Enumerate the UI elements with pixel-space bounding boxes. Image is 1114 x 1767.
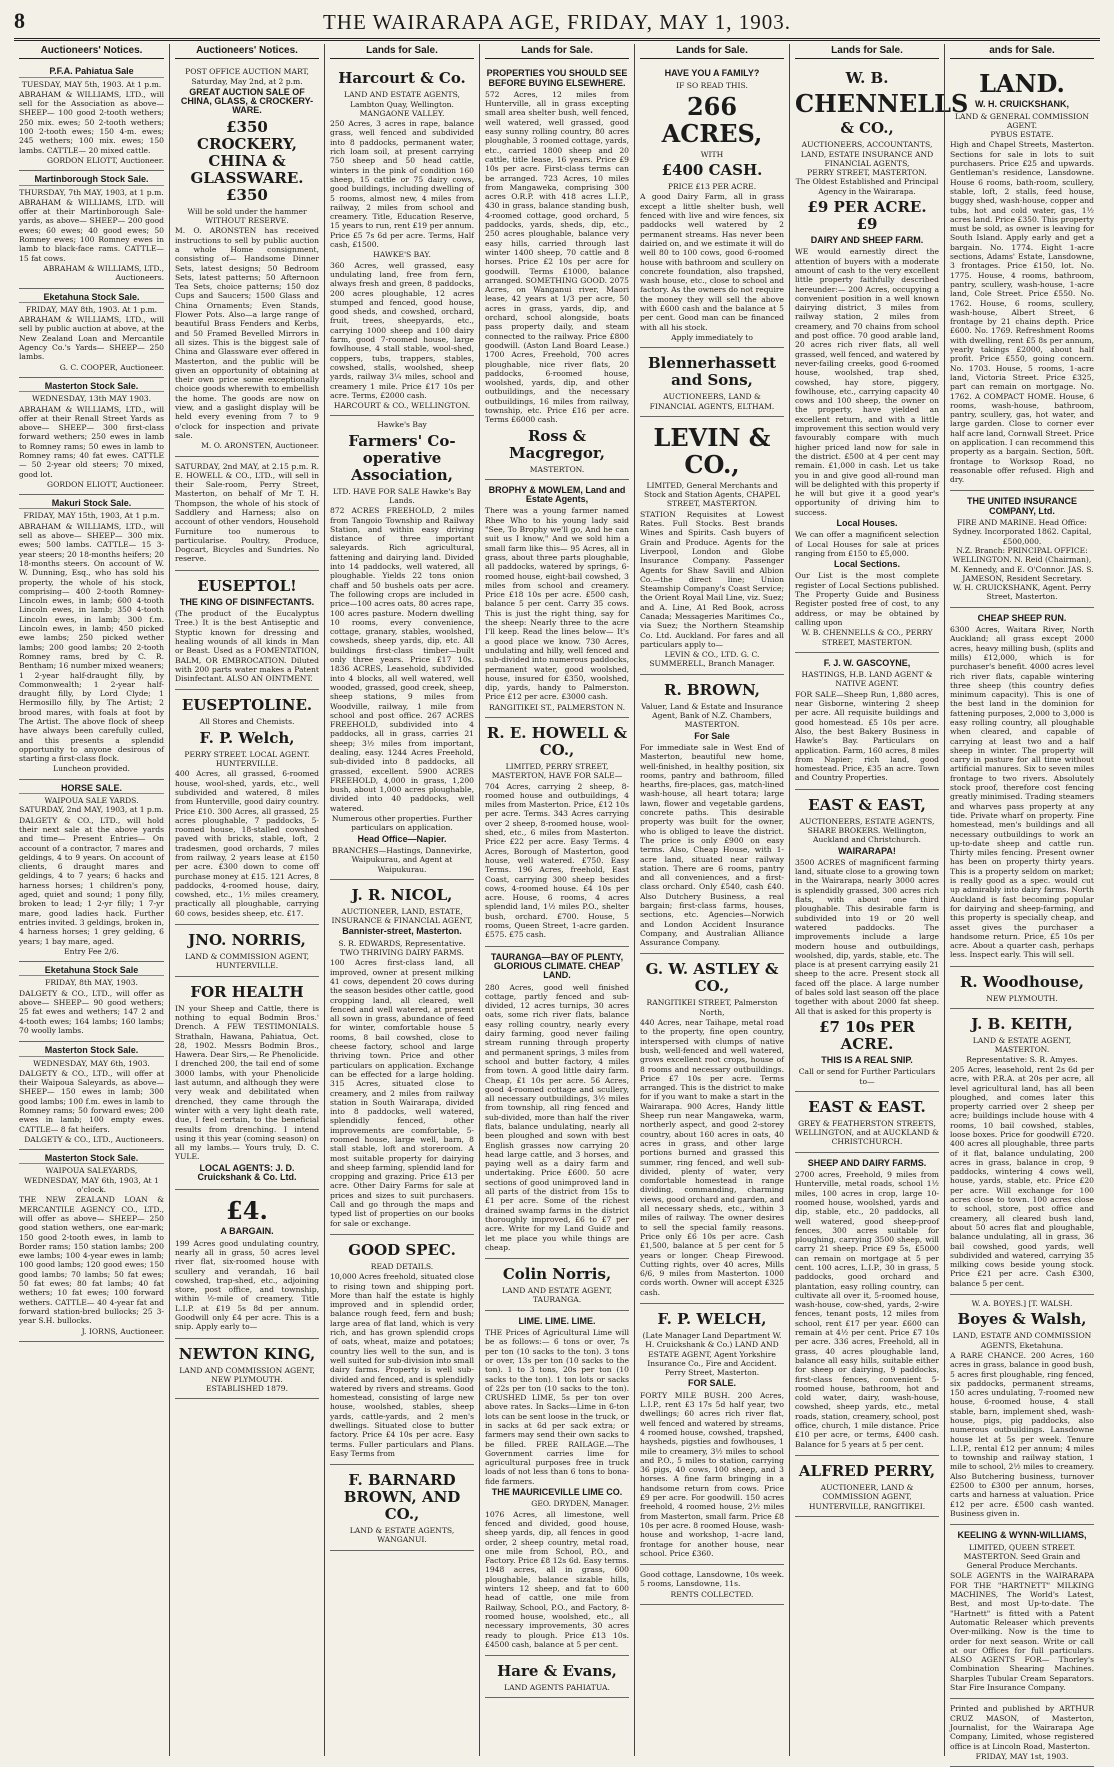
ad-note: Numerous other properties. Further particulars on application. xyxy=(331,814,473,833)
ad-region: HAWKE'S BAY. xyxy=(373,250,431,260)
ad-title: LAND. xyxy=(979,69,1065,99)
notice-heading: Masterton Stock Sale. xyxy=(19,382,164,392)
column-7 xyxy=(944,44,1099,1761)
notice-heading: Martinborough Stock Sale. xyxy=(19,175,164,185)
ad-subtitle: LAND AND COMMISSION AGENT, NEW PLYMOUTH. xyxy=(179,1365,315,1384)
ad-lime xyxy=(485,1311,629,1656)
notice-martinborough-sale xyxy=(19,171,164,288)
notice-signature: GORDON ELIOTT, Auctioneer. xyxy=(47,155,164,165)
notice-heading: Masterton Stock Sale. xyxy=(19,1046,164,1056)
ad-representative: Representative: S. R. Amyes. xyxy=(966,1054,1078,1064)
ad-body: Our List is the most complete register of Local Sections published. The Property Guide and Business Register posted free of cost, to any address, or may be obtained by calling upon xyxy=(795,571,939,627)
ad-title: LEVIN & CO., xyxy=(653,422,771,479)
ad-address: PERRY STREET, MASTERTON. xyxy=(807,168,927,178)
notice-heading: Eketahuna Stock Sale xyxy=(19,966,164,976)
notice-horse-sale xyxy=(19,780,164,962)
ad-body: 100 Acres first-class land, all improved, owner at present milking 41 cows, dependent 20 cows during the season besides other cattle, good cropping land, all cleared, well fenced and well watered, at present all sown in grass, abundance of feed for winter, comfortable house 5 rooms, 8 bail cowshed, close to cheese factory, school and large thriving town. Price and other particulars on application. Exchange can be effected for a large holding. 315 Acres, situated close to creamery, and 2 miles from railway station in South Wairarapa, divided into 8 paddocks, well watered, splendidly fenced, other improvements are comfortable, 5-roomed house, large well, barn, 8 stall stable, loft and storeroom. A most suitable property for dairying and sheep farming, splendid land for cropping and grazing. Price £13 per acre. Other Dairy Farms for sale at prices and sizes to suit purchasers. Call and go through the maps and typed list of properties on our books for sale or exchange. xyxy=(330,958,474,1228)
ad-title: EUSEPTOLINE. xyxy=(181,696,313,715)
ad-subtitle: FIRE AND MARINE. Head Office: Sydney. Incorporated 1862. Capital, £500,000. xyxy=(952,518,1092,546)
notice-date: THURSDAY, 7th MAY, 1903, at 1 p.m. xyxy=(19,187,164,197)
ad-title: TAURANGA—BAY OF PLENTY, GLORIOUS CLIMATE. CHEAP LAND. xyxy=(490,951,624,981)
ad-company: THE MAURICEVILLE LIME CO. xyxy=(491,1487,623,1498)
ad-body: FOR SALE—Sheep Run, 1,880 acres, near Gisborne, wintering 2 sheep per acre. All requisite buildings and good homestead. £5 10s per acre. Also, the best Bakery Business in Hawke's Bay. Particulars on application. Farm, 160 acres, 8 miles from Napier; rich land, good homestead. Price, £35 an acre. Town and Country Properties. xyxy=(795,689,939,783)
ad-branches: BRANCHES—Hastings, Dannevirke, Waipukurau, and Agent at Waipukurau. xyxy=(332,845,472,874)
ad-subtitle: LAND AND ESTATE AGENT, TAURANGA. xyxy=(502,1286,612,1305)
notice-makuri-sale xyxy=(19,495,164,780)
ad-title: CHEAP SHEEP RUN. xyxy=(977,612,1067,623)
ad-good-spec xyxy=(330,1235,474,1465)
ad-for-sale: FOR SALE. xyxy=(687,1378,736,1389)
ad-harcourt xyxy=(330,63,474,416)
ad-jno-norris xyxy=(175,925,319,977)
column-heading: Auctioneers' Notices. xyxy=(175,44,319,59)
page-number: 8 xyxy=(14,8,25,33)
ad-body: 3500 ACRES of magnificent farming land, situate close to a growing town in the Wairarapa, nearly 3000 acres is splendidly grassed, 300 acres rich flats, with about one third ploughable. This desirable farm is subdivided into 19 or 20 well watered paddocks. The improvements include a large modern house and outbuildings, woolshed, dip, yards, stable, etc. The place is at present carrying easily 21 sheep to the acre. Present stock all faced off the place. A large number of bales sold last season off the place together with about 2000 fat sheep. All that is asked for this property is xyxy=(795,857,939,1016)
ad-title: NEWTON KING, xyxy=(178,1344,316,1363)
ad-subtitle: AUCTIONEERS, ESTATE AGENTS, SHARE BROKERS. Wellington, Auckland and Christchurch. xyxy=(799,816,935,845)
ad-title: ALFRED PERRY, xyxy=(798,1461,936,1480)
ad-title: GOOD SPEC. xyxy=(348,1240,456,1259)
ad-title: R. E. HOWELL & CO., xyxy=(486,724,628,759)
ad-title: PROPERTIES YOU SHOULD SEE BEFORE BUYING ELSEWHERE. xyxy=(486,68,628,88)
ad-estate: PYBUS ESTATE. xyxy=(990,130,1054,140)
ad-body: A good Dairy Farm, all in grass except a little shelter bush, well fenced with live and wire fences, six paddocks well watered by 2 permanent streams. Has never been dairied on, and we estimate it will do well 80 to 100 cows, good 6-roomed house with bathroom and scullery on concrete foundation, also trapshed, wash house, etc., close to school and factory. As the owners do not require the money they will sell the above with £600 cash and the balance at 5 per cent. Good man can be financed with all his stock. xyxy=(640,192,784,332)
notice-signature: DALGETY & CO., LTD., Auctioneers. xyxy=(24,1134,164,1144)
ad-title: G. W. ASTLEY & CO., xyxy=(645,960,779,996)
column-1 xyxy=(14,44,169,1756)
column-6 xyxy=(789,44,969,1756)
ad-body: 250 Acres, 3 acres in rape, balance grass, well fenced and subdivided into 8 paddocks, permanent water, rich loam soil, at present carrying 750 sheep and 50 head cattle, winters in the pink of condition 160 sheep, 15 cattle or 75 dairy cows, good buildings, including dwelling of 5 rooms, almost new, 4 miles from railway, 2 miles from school and creamery. Title, Education Reserve, 15 years to run, rent £19 per annum. Price £5 7s 6d per acre. Terms, Half cash, £1500. xyxy=(330,119,474,250)
ad-sheep-dairy-farms xyxy=(795,1153,939,1456)
ad-subtitle: Valuer, Land & Estate and Insurance Agent, Bank of N.Z. Chambers, MASTERTON. xyxy=(641,701,783,730)
ad-rents xyxy=(640,1565,784,1605)
ad-barnard-brown xyxy=(330,1465,474,1551)
ad-subtitle: AUCTIONEERS, LAND & FINANCIAL AGENTS, ELTHAM. xyxy=(649,392,775,411)
ad-subtitle: LAND & COMMISSION AGENT, HUNTERVILLE. xyxy=(184,952,310,971)
column-heading: Lands for Sale. xyxy=(795,44,939,59)
ad-region: TWO THRIVING DAIRY FARMS. xyxy=(340,948,464,958)
ad-subtitle: LIMITED, PERRY STREET, MASTERTON, HAVE FOR SALE— xyxy=(491,762,623,781)
masthead xyxy=(14,8,1100,41)
ad-signature: LOCAL AGENTS: J. D. Cruickshank & Co. Ltd. xyxy=(197,1162,297,1183)
ad-title: JNO. NORRIS, xyxy=(188,931,306,950)
ad-body: SOLE AGENTS in the WAIRARAPA FOR THE "HARTNETT" MILKING MACHINES, The World's Latest, Best, and most Up-to-date. The "Hartnett" is fitted with a Patent Automatic Releaser which prevents Over-milking. Now is the time to order for next season. Write or call at our Offices for full particulars. ALSO AGENTS FOR— Thorley's Combination Shearing Machines. Sharples Tubular Cream Separators. Star Fire Insurance Company. xyxy=(950,1571,1094,1693)
notice-heading: Masterton Stock Sale. xyxy=(19,1154,164,1164)
ad-title: R. Woodhouse, xyxy=(959,972,1085,991)
ad-cheap-sheep-run xyxy=(950,608,1094,967)
ad-subtitle: HASTINGS, H.B. LAND AGENT & NATIVE AGENT. xyxy=(801,670,933,689)
column-heading: Lands for Sale. xyxy=(640,44,784,59)
ad-rents-collected: RENTS COLLECTED. xyxy=(670,1589,754,1599)
ad-title: Colin Norris, xyxy=(502,1265,612,1284)
notice-date: WEDNESDAY, 13th MAY 1903. xyxy=(31,394,152,404)
ad-title: EAST & EAST, xyxy=(808,795,926,814)
notice-date: SATURDAY, 2nd MAY, 1903, at 1 p.m. xyxy=(19,805,164,815)
ad-subtitle: LIMITED, General Merchants and Stock and Station Agents, CHAPEL STREET, MASTERTON. xyxy=(643,480,781,509)
ad-body: 1076 Acres, all limestone, well fenced and divided, good house, sheep yards, dip, all fences in good order, 2 sheep country, metal road, one mile from School, P.O., and Factory. Price £8 12s 6d. Easy terms. 1948 acres, all in grass, 600 ploughable, balance sizable hills, winters 12 sheep, and fat to 600 head of cattle, one mile from Railway, School, P.O., and Factory, 8-roomed house, woolshed, etc., all necessary improvements, 30 acres ready to plough. Price £13 10s. £4500 cash, balance at 5 per cent. xyxy=(485,1509,629,1649)
notice-date: FRIDAY, 8th MAY, 1903. xyxy=(45,978,138,988)
ad-title: POST OFFICE AUCTION MART, Saturday, May 2nd, at 2 p.m. xyxy=(185,67,309,86)
ad-title: Hare & Evans, xyxy=(497,1662,617,1681)
ad-subtitle: LAND, ESTATE AND COMMISSION AGENTS, Eketahuna. xyxy=(952,1331,1092,1350)
ad-body: High and Chapel Streets, Masterton. Sections for sale in lots to suit purchasers. Price £25 and upwards. Gentleman's residence, Lansdowne. House 6 rooms, bath-room, scullery, stable, loft, 2 stalls, feed house, buggy shed, wash-house, copper and tubs, hot and cold water, gas, 1½ acres land. Price £350. This property must be sold, as owner is leaving for South Island. Apply early and get a bargain. No. 1774. Eight 1-acre sections, Adams' Estate, Lansdowne, 3 frontages. Price £150, lot. No. 1775. House, 4 rooms, bathroom, pantry, scullery, wash-house, 1-acre land, Cole Street. Price £550. No. 1762. House, 6 rooms, scullery, wash-house, Albert Street, 6 frontage by 21 chains depth. Price £600. No. 1769. Refreshment Rooms with dwelling, rent £5 8s per annum, yearly takings £2000, about half profit. Price £550, going concern. No. 1703. House, 5 rooms, 1-acre land, Victoria Street. Price £325, part can remain on mortgage. No. 1762. A COMPACT HOME. House, 6 rooms, wash-house, bathroom, pantry, scullery, gas, hot water, and large garden. Close to corner ever half acre land, Cornwall Street. Price on application. I can recommend this property as a bargain. Section, 50ft. frontage to Worksop Road, no reasonable offer refused. High and dry. xyxy=(950,140,1094,485)
ad-office: Head Office—Napier. xyxy=(357,833,447,844)
ad-body: 6300 Acres, Waitara River, North Auckland; all grass except 2000 acres, heavy milling bush, (splits and mills) £12,000, which is for purchaser's benefit. 4000 acres level rich river flats, capable wintering three sheep (this country defies minimum capacity). This is one of the best land in the dominion for fattening purposes, 2,000 to 3,000 is easy rolling country, all ploughable when cleared, and capable of carrying at least two and a half sheep in winter. The property will carry in pasture for all time without artificial manures. Six to seven miles frontage to two rivers. Absolutely stock proof, therefore cost fencing greatly minimised. Trading steamers and wharves pass property at any tide. Private wharf on property. Fine homestead, men's buildings and all necessary outbuildings to work an up-to-date sheep and cattle run. Thirty miles fencing. Present owner has been on property thirty years. This is a property seldom on market; is really good as a spec. would cut up admirably into dairy farms. North Auckland is fast becoming popular for dairying and sheep-farming, and this property is specially cheap, and asset gives the purchaser a handsome return. Price, £5 10s per acre. About a quarter cash, perhaps less. Inspect early. This will sell. xyxy=(950,625,1094,960)
ad-signature: LEVIN & CO., LTD. G. C. SUMMERELL, Branch Manager. xyxy=(649,650,775,669)
notice-date: FRIDAY, MAY 8th, 1903. At 1 p.m. xyxy=(25,304,158,314)
column-heading: ands for Sale. xyxy=(950,44,1094,59)
ad-body: There was a young farmer named Rhee Who to his young lady said "See, To Brophy we'll go, And he can suit us I know," And we sold him a small farm like this— 95 Acres, all in grass, about three parts ploughable, all paddocks, watered by springs, 6-roomed house, eight-bail cowshed, 3 miles from school and creamery. Price £18 10s per acre. £500 cash, balance 5 per cent. Carry 35 cows. This is just the right thing, say for the sheep: Nearly three to the acre I'll keep. Read the lines below— It's a good place we know. 730 Acres, undulating and hilly, well fenced and sub-divided into numerous paddocks, permanent water, good woolshed, house, insured for £350, woolshed, dip, yards, handy to Palmerston. Price £12 per acre. £3000 cash. xyxy=(485,506,629,702)
ad-agent-name: Ross & Macgregor, xyxy=(509,426,605,462)
notice-signature: GORDON ELIOTT, Auctioneer. xyxy=(47,479,164,489)
ad-agent-name: W. H. CRUICKSHANK, xyxy=(975,99,1069,110)
ad-subtitle: THE KING OF DISINFECTANTS. xyxy=(179,596,315,607)
ad-title: F. BARNARD BROWN, AND CO., xyxy=(343,1471,461,1524)
ad-title: FOR HEALTH xyxy=(190,982,304,1001)
ad-snip: THIS IS A REAL SNIP. xyxy=(821,1054,913,1065)
ad-line: Will be sold under the hammer WITHOUT RESERVE. xyxy=(187,206,307,226)
ad-title: Blennerhassett and Sons, xyxy=(647,354,777,390)
ad-title: F. P. WELCH, xyxy=(657,1309,767,1328)
column-heading: Auctioneers' Notices. xyxy=(19,44,164,59)
notice-signature: Entry Fee 2/6. xyxy=(64,946,119,956)
ad-astley xyxy=(640,954,784,1304)
ad-re-howell xyxy=(485,718,629,947)
ad-hare-evans xyxy=(485,1656,629,1698)
notice-body: ABRAHAM & WILLIAMS, LTD., will sell for the Association as above— SHEEP— 100 good 2-tooth wethers; 250 mix. ewes; 50 2-tooth wethers; 100 2-tooth ewes; 150 4-m. ewes; 245 wethers; 100 mix. ewes; 150 lambs. CATTLE— 20 mixed cattle. xyxy=(19,89,164,155)
ad-title: J. B. KEITH, xyxy=(971,1015,1073,1034)
ad-agent: W. H. CRUICKSHANK, Agent. Perry Street, Masterton. xyxy=(952,583,1092,602)
ad-subtitle: LAND AGENTS PAHIATUA. xyxy=(504,1683,610,1693)
ad-local-sections: Local Sections. xyxy=(833,559,901,570)
ad-levin xyxy=(640,417,784,675)
ad-body: 400 Acres, all grassed, 6-roomed house, wool-shed, yards, etc., well subdivided and watered, 8 miles from Hunterville, good dairy country. Price £10. 300 Acres, all grassed, 25 acres ploughable, 7 paddocks, 5-roomed house, 18-stalled cowshed paved with bricks, stable, loft, 2 tradesmen, good orchards, 7 miles from railway, 2 years lease at £150 per acre. £300 down to come off purchase money at £15. 121 Acres, 8 paddocks, 4-roomed house, dairy, cowshed, etc., 1½ miles creamery, practically all ploughable, carrying 60 cows, besides sheep, etc. £17. xyxy=(175,769,319,918)
ad-body: THE Prices of Agricultural Lime will be as follows:— 6 tons or over, 7s per ton (10 sacks to the ton). 3 tons or over, 13s per ton (10 sacks to the ton). 1 to 3 tons, 20s per ton (10 sacks to the ton). 1 ton lots or sacks of 22s per ton (10 sacks to the ton). CRUSHED LIME, 5s per ton over above rates. In Sacks—Lime in 6-ton lots can be sent loose in the truck, or in sacks at 6d per sack extra; or farmers may send their own sacks to be filled. FREE RAILAGE.—The Government carries lime for agricultural purposes free in truck loads of not less than 6 tons to bona-fide farmers. xyxy=(485,1328,629,1486)
ad-subtitle: LAND & ESTATE AGENTS, WANGANUI. xyxy=(349,1526,455,1545)
notice-body: ABRAHAM & WILLIAMS, LTD. will offer at their Martinborough Sale-yards, as above— SHEEP— 200 good ewes; 60 ewes; 40 good ewes; 50 Romney ewes; 100 Romney ewes in lamb to black-face rams. CATTLE— 15 fat cows. xyxy=(19,197,164,263)
imprint-text: Printed and published by ARTHUR CRUZ MASON, of Masterton, Journalist, for the Wairarapa Age Company, Limited, whose registered office is at Lincoln Road, Masterton. xyxy=(950,1704,1094,1751)
ad-local-houses: Local Houses. xyxy=(836,517,898,528)
ad-body: WE would earnestly direct the attention of buyers with a moderate amount of cash to the very excellent little property faithfully described hereunder:— 200 Acres, occupying a convenient position in a well known dairying district, 3 miles from railway station, 2 miles from creamery, and 70 chains from school and post office. 70 good arable land, 20 acres rich river flats, all well grassed, well fenced, and watered by never-failing creeks, good 6-roomed house, woolshed, trap shed, cowshed, hay store, piggery, fowlhouse, etc., carrying capacity 40 cows and 100 sheep, the owner on the property, have yielded an excellent return, and with a little improvement this section would very favourably compare with much higher priced land now for sale in the district. £500 at 4 per cent may remain. £1,000 in cash. Let us take you in and give good all-round man will be delighted with this property if he will but give it a good year's opportunity of driving him to success. xyxy=(795,247,939,517)
ad-body: IN your Sheep and Cattle, there is nothing to equal Bodmin Bros.' Drench. A FEW TESTIMONIALS. Strathaln, Hawana, Pahiatua, Oct. 28, 1902. Messrs Bodmin Bros., Hawera. Dear Sirs,— Re Phenolicide. I drenched 200, the tail end of some 3000 lambs, with your Phenolicide last autumn, and although they were very weak and debilitated when drenched, they came through the winter with a very light death rate, due, I feel certain, to the beneficial results from drenching. I intend using it this year (coming season) on all my lambs.— Yours truly, D. C. YULE. xyxy=(175,1003,319,1162)
ad-title: BROPHY & MOWLEM, Land and Estate Agents, xyxy=(488,484,626,505)
ad-subtitle: RANGITIKEI STREET, Palmerston North, xyxy=(646,998,778,1017)
ad-body: 280 Acres, good well finished cottage, partly fenced and sub-divided, 12 acres turnips, 30 acres oats, some rich river flats, balance easy rolling country, nearly every dairy farming, good never failing stream running through property and permanent springs, 3 miles from school and butter factory, 4 miles from town. A good little dairy farm. Cheap, £1 10s per acre. 56 Acres, good 4-roomed cottage and scullery, all necessary outbuildings, 3½ miles from township, all ring fenced and sub-divided, more than half the river flats, balance undulating, nearly all been ploughed and sown with best English grasses now carrying 20 head large cattle, and 3 horses, and paying well as a dairy farm and undertaking. Price £600. 50 acre sections of good unimproved land in all parts of the district from 15s to £1 per acre. Some of the richest drained swamp farms in the district thoroughly improved, £6 to £7 per acre. Write for my Land Guide and let me place you while things are cheap. xyxy=(485,982,629,1252)
ad-subtitle: LAND & GENERAL COMMISSION AGENT. xyxy=(954,111,1090,130)
ad-title: Farmers' Co-operative Association, xyxy=(348,431,456,484)
ad-price: PRICE £13 PER ACRE. xyxy=(667,182,757,192)
ad-subtitle: (Late Manager Land Department W. H. Cruickshank & Co.) LAND AND ESTATE AGENT, Agent Yorkshire Insurance Co., Fire and Accident. Perry Street, Masterton. xyxy=(642,1330,782,1378)
ad-title: Boyes & Walsh, xyxy=(957,1310,1087,1329)
ad-woodhouse xyxy=(950,967,1094,1009)
ad-tauranga xyxy=(485,947,629,1260)
ad-price: £9 PER ACRE. £9 xyxy=(807,198,927,234)
ad-jb-keith xyxy=(950,1009,1094,1295)
notice-pahiatua-sale xyxy=(19,63,164,171)
notice-signature: Luncheon provided. xyxy=(53,764,130,774)
ad-jr-nicol xyxy=(330,880,474,1235)
ad-body: 2700 acres, Freehold, 9 miles from Hunterville, metal roads, school 1½ miles, 100 acres in crop, large 10-roomed house, woolshed, yards and dip, stable, etc., 20 paddocks, all well watered, good sheep-proof fences, 300 acres suitable for ploughing, carrying 3500 sheep, will carry 21 sheep. Price £9 5s, £5000 can remain on mortgage at 5 per cent. 100 acres, L.I.P., 30 in grass, 5 paddocks, good orchard and plantation, easy rolling country, can cultivate all over it, 5-roomed house, wash-house, cow-shed, yards, 2-wire fences, tenant posts, 12 miles from school, rent £17 per year. £600 can remain at 4½ per cent. Price £7 10s per acre. 336 acres, Freehold, all in grass, 40 acres ploughable land, balance all easy hills, suitable either for sheep or dairying, 9 paddocks, first-class fences, convenient 5-roomed house, bathroom, hot and cold water, dairy, wash-house, cowshed, sheep yards, etc., metal roads, station, creamery, school, post office, church, 1 mile distance. Price £10 per acre, or terms, £400 cash. Balance for 5 years at 5 per cent. xyxy=(795,1170,939,1449)
ad-body: 10,000 Acres freehold, situated close to rising town and shipping port. More than half the estate is highly improved and in splendid order, balance rough feed, fern and bush; large area of flat land, which is very rich, and has grown splendid crops of oats, wheat, maize and potatoes; country lies well to the sun, and is well suited for sub-division into small dairy farms. Property is well sub-divided and fenced, and is splendidly watered by rivers and streams. Good homestead, consisting of large new house, woolshed, stables, sheep yards, cattle-yards, and 2 men's dwellings. Situated close to butter factory. Price £4 10s per acre. Easy terms. Fuller particulars and Plans. Easy Terms from xyxy=(330,1272,474,1458)
ad-cruickshank xyxy=(950,63,1094,491)
ad-subtitle: LIMITED, QUEEN STREET. MASTERTON. Seed Grain and General Produce Merchants. xyxy=(963,1542,1081,1571)
notice-heading: Makuri Stock Sale. xyxy=(19,499,164,509)
ad-keeling-wynn-williams xyxy=(950,1525,1094,1699)
ad-body: FORTY MILE BUSH. 200 Acres, L.I.P., rent £3 17s 5d half year, two dwellings; 60 acres rich river flat, well fenced and watered by streams, 4 roomed house, cowshed, trapshed, haysheds, pigsties and fowlhouses, 1 mile to creamery, 3½ miles to school and P.O., 5 miles to station, carrying 36 pigs, 40 cows, 100 sheep, and 3 horses. A fine farm bringing in a handsome return from cows. Price £9 per acre. For goodwill. 150 acres freehold, 4 roomed house, 2½ miles from Masterton, small farm. Price £8 10s per acre. 8 roomed House, wash-house and workshop, 1-acre land, frontage for another house, near school. Price £360. xyxy=(640,1390,784,1558)
ad-agent-address: PERRY STREET. LOCAL AGENT. HUNTERVILLE. xyxy=(184,749,310,769)
ad-body: 872 ACRES FREEHOLD, 2 miles from Tangoio Township and Railway Station, and within easy driving distance of three important saleyards. Rich agricultural, fattening and dairying land. Divided into 14 paddocks, well watered, all ploughable. Yields 22 tons onion chaff and 50 bushels oats per acre. The following crops are included in price—100 acres oats, 80 acres rape, 100 acres pasture. Modern dwelling 10 rooms, every convenience, cottage, granary, stables, woolshed, cowsheds, sheep yards, dip, etc. All buildings first-class timber—built only three years. Price £17 10s. 1836 ACRES, Leasehold, subdivided into 4 blocks, all well watered, well wooded, grassed, good creek, sheep, sheep stations, 9 miles from Woodville, railway, 1 mile from school and post office. 267 ACRES FREEHOLD, subdivided into 4 paddocks, all in grass, carries 21 sheep; 3½ miles from important, dealing, easy. 1244 Acres Freehold, sub-divided into 8 paddocks, all grassed, excellent. 5900 ACRES FREEHOLD, 4,000 in grass, 1,200 bush, about 1,000 acres ploughable, divided into 40 paddocks, well watered. xyxy=(330,506,474,813)
column-5 xyxy=(634,44,789,1756)
ad-east-east-address xyxy=(795,1092,939,1153)
ad-body: M. O. ARONSTEN has received instructions to sell by public auction a whole Home consignment, consisting of— Handsome Dinner Sets, latest designs; 50 Bedroom Sets, latest patterns; 50 Afternoon Tea Sets, choice patterns; 150 doz Cups and Saucers; 1500 Glass and China Ornaments; Even Stands, Flower Pots. Also—a large range of beautiful Brass Fenders and Kerbs, and 50 Framed Bevelled Mirrors in all sizes. This is the biggest sale of China and Glassware ever offered in Masterton, and the public will be given an opportunity of obtaining at their own price some exceptionally choice goods wherewith to embellish the home. The goods are now on view, and a gaslight display will be held every evening from 7 to 9 o'clock for inspection and private sale. xyxy=(175,226,319,440)
ad-body: We can offer a magnificent selection of Local Houses for sale at prices ranging from £150 to £5,000. xyxy=(795,530,939,558)
ad-title: R. BROWN, xyxy=(664,680,760,699)
ad-east-east-wairarapa xyxy=(795,790,939,1092)
ad-fp-welch xyxy=(640,1304,784,1565)
ad-subtitle: AUCTIONEER, LAND & COMMISSION AGENT, HUNTERVILLE, RANGITIKEI. xyxy=(808,1482,926,1511)
ad-newton-king xyxy=(175,1339,319,1400)
ad-co: & CO., xyxy=(840,119,894,138)
ad-subtitle-2: DAIRY AND SHEEP FARM. xyxy=(810,235,924,246)
ad-body: SATURDAY, 2nd MAY, at 2.15 p.m. R. E. HOWELL & CO., LTD., will sell in their Sale-room, Perry Street, Masterton, on behalf of Mr T. H. Thompson, the whole of his stock of Saddlery and Harness; also on account of other vendors, Household Furniture too numerous to particularise. Poultry, Produce, Dogcart, Bicycles and Sundries. No reserve. xyxy=(175,461,319,564)
column-3 xyxy=(324,44,479,1756)
ad-branch: N.Z. Branch: PRINCIPAL OFFICE: WELLINGTON. N. Reid (Chairman), M. Kennedy, and E. O'Connor. JAS. S. JAMESON, Resident Secretary. xyxy=(950,545,1094,583)
notice-body: ABRAHAM & WILLIAMS, LTD., will sell by public auction at above, at the New Zealand Loan and Mercantile Agency Co.'s Yards— SHEEP— 250 lambs. xyxy=(19,315,164,362)
notice-body: DALGETY & CO., LTD., will hold their next sale at the above yards and time— Present Entries— On account of a contractor, 7 mares and geldings, 4 to 9 years. On account of clients, 6 draught mares and geldings, 4 to 7 years; 6 hacks and harness horses; 1 children's pony, aged, quiet and sound; 1 pony filly, broken to lead; 1 2-yr filly; 1 7-yr mare, good ladies hack. Further entries invited. 3 geldings, broken in, 4 harness horses; 1 grey gelding, 6 years; 1 bay mare, aged. xyxy=(19,815,164,946)
ad-body: For immediate sale in West End of Masterton, beautiful new home, well-finished, in healthy position, six rooms, pantry and bathroom, filled hearths, fire-places, gas, match-lined wash-house, all heart totara; large lawn, flower and vegetable gardens, concrete paths. This desirable property was built for the owner, who is obliged to leave the district. The price is only £900 on easy terms. Also, Cheap House, with 1-acre land, situated near railway station. There are 6 rooms, pantry and all conveniences, and a first-class orchard. Only £540, cash £40. Also Dutchery Business, a real bargain; first-class farms, houses, sections, etc. Agencies—Norwich and London Accident Insurance Company, and Australian Alliance Assurance Company. xyxy=(640,742,784,948)
ad-body: 440 Acres, near Taihape, metal road to the property, fine open country, interspersed with clumps of native bush, well-fenced and well watered, grows excellent root crops, house of 8 rooms and necessary outbuildings. Price £7 10s per acre. Terms arranged. This is the district to make for if you want to make a start in the Wairarapa. 900 Acres, Handy little Sheep run near Mangaweka, warm, northerly aspect, and good 2-storey country, about 160 acres in oats, 40 acres in grass, and other large portions burned and grassed this summer, ring fenced, and well sub-divided, plenty of water, very comfortable homestead in range dividing, commanding, charming views, good orchard and garden, and all necessary sheds, etc., within 3 miles of railway. The owner desires to sell the special family reasons. Price only £6 10s per acre. Cash £1,500, balance at 5 per cent for 5 years or longer. Cheap Firewood. Cutting rights, over 40 acres, Mills 6/6, 9 miles from Masterton. 1000 cords worth. Owner will accept £325 cash. xyxy=(640,1018,784,1297)
ad-title: SHEEP AND DAIRY FARMS. xyxy=(807,1157,927,1168)
notice-eketahuna-sale xyxy=(19,289,164,378)
ad-question: HAVE YOU A FAMILY? xyxy=(664,68,760,79)
ad-subtitle: AUCTIONEER, LAND, ESTATE, INSURANCE & FINANCIAL AGENT, xyxy=(331,906,473,926)
notice-date: TUESDAY, MAY 5th, 1903. At 1 p.m. xyxy=(21,79,162,89)
ad-cash: £400 CASH. xyxy=(661,161,763,180)
ad-subtitle: GREY & FEATHERSTON STREETS, WELLINGTON, and at AUCKLAND & CHRISTCHURCH. xyxy=(795,1118,939,1147)
ad-gascoyne xyxy=(795,653,939,790)
column-2 xyxy=(169,44,324,1756)
ad-subtitle: AUCTIONEERS, ACCOUNTANTS, LAND, ESTATE INSURANCE AND FINANCIAL AGENTS, xyxy=(800,140,934,168)
ad-have-you-a-family xyxy=(640,63,784,348)
ad-blennerhassett xyxy=(640,348,784,417)
notice-body: DALGETY & CO., LTD., will offer as above— SHEEP— 90 good wethers; 25 fat ewes and wethers; 147 2 and 4-tooth ewes; 164 lambs; 160 lambs; 70 woolly lambs. xyxy=(19,988,164,1035)
ad-agent-name: F. P. Welch, xyxy=(199,728,295,747)
column-4 xyxy=(479,44,634,1756)
ad-subtitle: GREAT AUCTION SALE OF CHINA, GLASS, & CROCKERY-WARE. xyxy=(180,86,314,116)
ad-united-insurance xyxy=(950,491,1094,607)
ad-r-brown xyxy=(640,675,784,955)
notice-signature: J. IORNS, Auctioneer. xyxy=(81,1326,164,1336)
ad-signature: HARCOURT & CO., WELLINGTON. xyxy=(333,401,471,411)
ad-saddlery-sale xyxy=(175,457,319,571)
ad-for-health xyxy=(175,977,319,1191)
ad-region: Hawke's Bay xyxy=(377,420,427,430)
notice-body: THE NEW ZEALAND LOAN & MERCANTILE AGENCY CO., LTD., will offer as above— SHEEP— 250 good station wethers, one ear-mark; 150 good 2-tooth ewes, in lamb to Border rams; 150 station lambs; 200 ewe lambs; 100 4-year ewes in lamb; 100 good lambs; 120 good ewes; 150 good lambs; 70 lambs; 50 fat ewes; 50 fat ewes; 80 fat lambs; 40 fat wethers; 10 fat ewes; 100 forward wethers. CATTLE— 40 4-year fat and forward station-bred bullocks; 25 3-year S.H. bullocks. xyxy=(19,1195,164,1326)
ad-title: EAST & EAST. xyxy=(808,1097,926,1116)
notice-date: FRIDAY, MAY 15th, 1903, At 1 p.m. xyxy=(23,511,160,521)
ad-title: J. R. NICOL, xyxy=(351,885,453,904)
notice-body: ABRAHAM & WILLIAMS, LTD., will offer at their Renall Street Yards as above— SHEEP— 300 first-class forward wethers; 250 ewes in lamb to Romney rams; 50 ewes in lamb to Romney rams; 40 fat ewes. CATTLE— 50 2-year old steers; 70 mixed, good lot. xyxy=(19,404,164,479)
ad-title: A BARGAIN. xyxy=(220,1226,274,1237)
notice-masterton-sale xyxy=(19,378,164,495)
ad-manager: GEO. DRYDEN, Manager. xyxy=(531,1499,629,1509)
ad-signature: W. B. CHENNELLS & CO., PERRY STREET, MASTERTON. xyxy=(801,628,933,647)
ad-body: 704 Acres, carrying 2 sheep, 8-roomed house and outbuildings, 4 miles from Masterton. Price, £12 10s per acre. Terms. 343 Acres carrying over 2 sheep, 8-roomed house, wool-shed, etc., 6 miles from Masterton. Price £22 per acre. Easy Terms. 4 Acres, Borough of Masterton, good house, well watered. £750. Easy Terms. 196 Acres, freehold, East Coast, carrying 300 sheep besides cows, 4-roomed house. £4 10s per acre. House, 6 rooms, 4 acres splendid land, 1½ miles P.O., shelter bush, orchard. £700. House, 5 rooms, Queen Street, 1-acre garden. £575. £75 cash. xyxy=(485,781,629,940)
ad-subtitle: LAND & ESTATE AGENT, MASTERTON. xyxy=(972,1036,1072,1055)
ad-title: F. J. W. GASCOYNE, xyxy=(823,657,911,668)
ad-colin-norris xyxy=(485,1259,629,1311)
ad-body: (The product of the Eucalyptus Tree.) It is the best Antiseptic and Styptic known for dressing and healing wounds of all kinds in Man or Beast. Used as a FOMENTATION, BALM, OR EMBROCATION. Diluted with 200 parts water makes a Patent Disinfectant. ALSO AN OINTMENT. xyxy=(175,609,319,684)
ad-address: RANGITIKEI ST., PALMERSTON N. xyxy=(488,702,626,712)
ad-representative: S. R. EDWARDS, Representative. xyxy=(338,938,466,948)
ad-chennells xyxy=(795,63,969,653)
notice-masterton-stock xyxy=(19,1042,164,1150)
notice-body: DALGETY & CO., LTD., will offer at their Waipoua Saleyards, as above— SHEEP— 150 ewes in lamb; 300 good lambs; 100 f.m. ewes in lamb to Romney rams; 50 forward ewes; 200 ewes in lamb; 100 empty ewes. CATTLE— 8 fat heifers. xyxy=(19,1068,164,1134)
imprint-date: FRIDAY, MAY 1st, 1903. xyxy=(975,1751,1069,1761)
ad-body: A RARE CHANCE. 200 Acres, 160 acres in grass, balance in good bush, 5 acres first ploughable, ring fenced, six paddocks, permanent streams, 150 acres undulating, 7-roomed new house, 6-roomed house, 4 stall stable, barn, implement shed, wash-house, pigs, pig paddocks, also numerous outbuildings. Lansdowne house let at 5s per week. Tenure L.I.P., rental £12 per annum; 4 miles to township and railway station, 1 mile to school, 2½ miles to creamery. Also Butchering business, turnover £2500 to £300 per annum, horses, carts and harness at valuation. Price £12 per acre. £500 cash wanted. Business given in. xyxy=(950,1350,1094,1518)
ad-ross-macgregor xyxy=(485,63,629,480)
ad-subtitle: LTD. HAVE FOR SALE Hawke's Bay Lands. xyxy=(332,486,472,505)
ad-alfred-perry xyxy=(795,1456,939,1517)
ad-china-auction xyxy=(175,63,319,456)
ad-brophy-mowlem xyxy=(485,480,629,718)
notice-waipoua-saleyards xyxy=(19,1150,164,1342)
ad-region: MANGAONE VALLEY. xyxy=(359,108,445,118)
notice-signature: G. C. COOPER, Auctioneer. xyxy=(59,362,164,372)
ad-body: STATION Requisites at Lowest Rates. Full Stocks. Best brands Wines and Spirits. Cash buyers of Grain and Produce. Agents for the Liverpool, London and Globe Insurance Company. Passenger Agents for Shaw Savill and Albion Co.—the direct line; Union Steamship Company's Coast Service; the Orient Royal Mail Line, viz. Suez; and A. Line, A1 Red Book, across Canada; Messageries Maritimes Co., via Suez; the Northern Steamship Co. Ltd. Auckland. For fares and all particulars apply to— xyxy=(640,509,784,649)
ad-initials: W. B. xyxy=(845,69,889,88)
ad-euseptoline xyxy=(175,690,319,925)
ad-body: Good cottage, Lansdowne, 10s week. 5 rooms, Lansdowne, 11s. xyxy=(640,1570,784,1589)
ad-apply: Apply immediately to xyxy=(671,332,753,342)
ad-acres: 266 ACRES, xyxy=(661,91,763,148)
ad-signature: M. O. ARONSTEN, Auctioneer. xyxy=(201,441,319,451)
ad-established: ESTABLISHED 1879. xyxy=(205,1384,289,1394)
ad-title: CHENNELLS xyxy=(795,89,969,119)
ad-subtitle: READ DETAILS. xyxy=(370,1261,434,1271)
ad-price: £350 CROCKERY, CHINA & GLASSWARE. £350 xyxy=(190,117,304,204)
ad-for-sale: For Sale xyxy=(694,730,730,741)
ad-town: MASTERTON. xyxy=(529,464,585,474)
ad-subtitle: LAND AND ESTATE AGENTS, Lambton Quay, Wellington. xyxy=(344,90,460,109)
ad-with: WITH xyxy=(700,149,724,159)
ad-body: 360 Acres, well grassed, easy undulating land, free from fern, always fresh and green, 8 paddocks, 200 acres ploughable, 12 acres stumped and fenced, good house, good sheds, and cowshed, orchard, fruit, trees, sheepyards, etc., carrying 1000 sheep and 100 dairy farm, good 7-roomed house, large fowlhouse, 4 stall stable, wool-shed, coppers, tubs, trappers, stables, cowshed, stalls, woolshed, sheep yards, railway 3¼ miles, school and creamery 1 mile. Price £17 10s per acre. Terms, £2000 cash. xyxy=(330,260,474,400)
ad-title: EUSEPTOL! xyxy=(197,576,297,595)
ad-price: £7 10s PER ACRE. xyxy=(819,1017,915,1053)
ad-euseptol xyxy=(175,571,319,691)
ad-farmers-cooperative xyxy=(330,416,474,879)
ad-note: The Oldest Established and Principal Agency in the Wairarapa. xyxy=(795,177,939,196)
notice-heading: Eketahuna Stock Sale. xyxy=(19,293,164,303)
ad-region: WAIRARAPA! xyxy=(838,845,896,856)
ad-title: KEELING & WYNN-WILLIAMS, xyxy=(957,1530,1087,1541)
ad-title: LIME. LIME. LIME. xyxy=(518,1315,596,1326)
notice-heading: P.F.A. Pahiatua Sale xyxy=(19,67,164,77)
column-heading: Lands for Sale. xyxy=(330,44,474,59)
ad-names: W. A. BOYES.] [T. WALSH. xyxy=(971,1299,1073,1309)
ad-bargain xyxy=(175,1190,319,1338)
ad-subtitle: IF SO READ THIS. xyxy=(676,80,748,90)
ad-subtitle: All Stores and Chemists. xyxy=(199,717,295,727)
ad-title: THE UNITED INSURANCE COMPANY, Ltd. xyxy=(966,496,1077,516)
columns xyxy=(14,44,1100,1761)
ad-body: 205 Acres, leasehold, rent 2s 6d per acre, with P.R.A. at 20s per acre, all level agricultural land, has all been ploughed, and comes later this property carried over 2 sheep per acre; buildings include house with 4 rooms, 10 bail cowshed, stables, loose boxes. Price for goodwill £720. 400 acres all ploughable, three parts of it flat, balance undulating, 200 acres in grass, balance in crop, 9 paddocks, wintering 4 cows well, house, yards, stable, etc. Price £20 per acre. Will exchange for 100 acres close to town. 100 acres close to school, store, post office and creamery, all cleared bush land, about 50 acres flat and ploughable, balance undulating, all in grass, 36 bail cowshed, good yards, well subdivided and watered, carrying 35 milking cows beside young stock. Price £21 per acre. Cash £300, balance 5 per cent. xyxy=(950,1064,1094,1288)
notice-signature: ABRAHAM & WILLIAMS, LTD., Auctioneers. xyxy=(43,263,164,283)
ad-boyes-walsh xyxy=(950,1295,1094,1525)
ad-subtitle: NEW PLYMOUTH. xyxy=(986,993,1058,1003)
ad-title: Harcourt & Co. xyxy=(338,69,466,88)
ad-call: Call or send for Further Particulars to— xyxy=(798,1067,936,1086)
notice-body: ABRAHAM & WILLIAMS, LTD., will sell as above— SHEEP— 300 mix. ewes; 500 lambs. CATTLE— 15 3-year steers; 20 18-months heifers; 20 18-months steers. On account of W. W. Dunning, Esq., who has sold his property, the whole of his stock, comprising— 400 2-tooth Romney-Lincoln ewes, in lamb; 600 4-tooth Lincoln ewes, in lamb; 350 4-tooth Lincoln ewes, in lamb; 300 f.m. Lincoln ewes, in lamb; 450 picked ewe lambs; 250 picked wether lambs; 200 good lambs; 20 2-tooth Romney rams, bred by C. R. Bentham; 16 number mixed weaners; 1 2-year half-draught filly, by Commonwealth; 1 2-year half-draught filly, by Lord Clyde; 1 Hermosillo filly, by The Artist; 2 brood mares, with foals at foot by The Artist. The above flock of sheep have always been carefully culled, and this presents a splendid opportunity to anyone desirous of starting a first-class flock. xyxy=(19,521,164,764)
column-heading: Lands for Sale. xyxy=(485,44,629,59)
notice-date: WEDNESDAY, MAY 6th, 1903. xyxy=(33,1058,150,1068)
ad-address: Bannister-street, Masterton. xyxy=(342,926,462,937)
ad-price: £4. xyxy=(226,1196,268,1226)
notice-heading: HORSE SALE. xyxy=(19,784,164,794)
newspaper-title: THE WAIRARAPA AGE, FRIDAY, MAY 1, 1903. xyxy=(322,10,792,34)
notice-subheading: WAIPOUA SALEYARDS, WEDNESDAY, MAY 6th, 1903, At 1 o'clock. xyxy=(24,1166,159,1195)
ad-body: 199 Acres good undulating country, nearly all in grass, 50 acres level river flat, six-roomed house with scullery and verandah, 16 bail cowshed, trap-shed, etc., adjoining store, post office, and township, within ½-mile of creamery. Title L.I.P. at £19 5s 8d per annum. Goodwill only £4 per acre. This is a snip. Apply early to— xyxy=(175,1238,319,1332)
notice-subheading: WAIPOUA SALE YARDS. xyxy=(44,796,139,806)
imprint xyxy=(950,1699,1094,1767)
notice-eketahuna-stock xyxy=(19,962,164,1042)
ad-body: 572 Acres, 12 miles from Hunterville, all in grass excepting small area shelter bush, well fenced, well watered, well grassed, good easy sunny rolling country, 80 acres ploughable, 3 roomed cottage, yards, etc., carried 1800 sheep and 20 cattle, title lease, 16 years. Price £9 10s per acre. First-class terms can be arranged. 723 Acres, 10 miles from Mangaweka, comprising 300 acres O.R.P. with 418 acres L.I.P., 430 in grass, balance standing bush, 4-roomed cottage, good orchard, 5 paddocks, yards, sheds, dip, etc., 250 acres ploughable, balance very easy hills, carried through last winter 1400 sheep, 70 cattle and 8 horses. Price £2 10s per acre for goodwill. Terms £1000, balance arranged. SOMETHING GOOD. 2075 Acres, on Wanganui river, Maori lease, 42 years at 1/3 per acre, 50 acres in grass, yards, dip, and orchard, school alongside, boats pass property daily, and steam connected to the railway. Price £800 goodwill. (Aston Land Board Lease.) 1700 Acres, Freehold, 700 acres ploughable, nice river flats, 20 paddocks, 6-roomed house, woolshed, yards, dip, and other outbuildings, and the necessary outbuildings, 16 miles from railway, township, etc. Price £16 per acre. Terms £6000 cash. xyxy=(485,89,629,425)
